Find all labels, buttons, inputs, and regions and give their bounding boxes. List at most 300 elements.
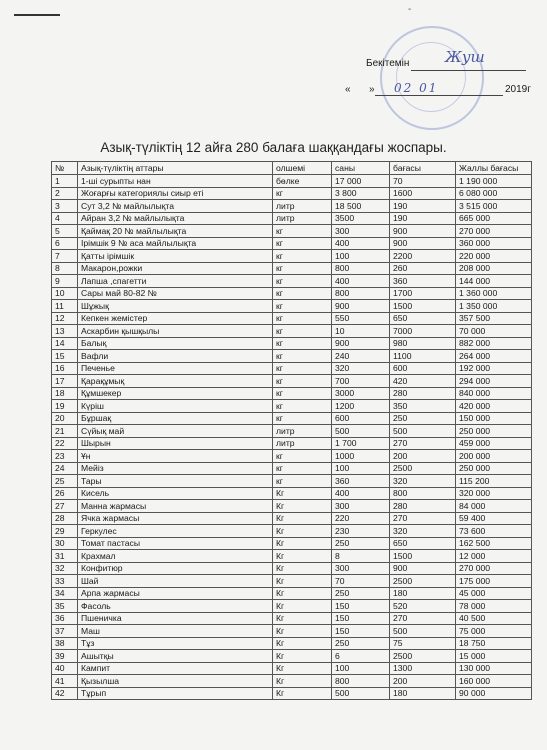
cell-total: 75 000 <box>456 625 532 638</box>
table-row <box>52 275 532 288</box>
cell-total: 162 500 <box>456 537 532 550</box>
cell-quantity: 1 700 <box>332 437 390 450</box>
cell-price: 200 <box>390 675 456 688</box>
header-total: Жаллы бағасы <box>456 162 532 175</box>
cell-product-name: Аскарбин қышқылы <box>78 325 273 338</box>
cell-price: 2500 <box>390 650 456 663</box>
cell-quantity: 150 <box>332 600 390 613</box>
cell-price: 600 <box>390 362 456 375</box>
cell-unit: Кг <box>273 587 332 600</box>
cell-total: 360 000 <box>456 237 532 250</box>
cell-quantity: 3500 <box>332 212 390 225</box>
table-row <box>52 625 532 638</box>
cell-unit: кг <box>273 475 332 488</box>
cell-total: 160 000 <box>456 675 532 688</box>
top-dash: - <box>408 4 412 15</box>
cell-product-name: Айран 3,2 № майлылықта <box>78 212 273 225</box>
cell-total: 1 350 000 <box>456 300 532 313</box>
table-row <box>52 462 532 475</box>
cell-unit: Кг <box>273 687 332 700</box>
table-row <box>52 612 532 625</box>
table-row <box>52 575 532 588</box>
cell-product-name: Лапша ,спагетти <box>78 275 273 288</box>
cell-product-name: Кепкен жемістер <box>78 312 273 325</box>
cell-product-name: Ашытқы <box>78 650 273 663</box>
cell-unit: кг <box>273 312 332 325</box>
cell-total: 15 000 <box>456 650 532 663</box>
cell-quantity: 400 <box>332 237 390 250</box>
cell-product-name: Бұршақ <box>78 412 273 425</box>
cell-price: 2500 <box>390 462 456 475</box>
cell-number: 9 <box>52 275 78 288</box>
cell-quantity: 300 <box>332 225 390 238</box>
cell-number: 38 <box>52 637 78 650</box>
cell-total: 320 000 <box>456 487 532 500</box>
cell-number: 21 <box>52 425 78 438</box>
cell-unit: кг <box>273 225 332 238</box>
cell-quantity: 150 <box>332 625 390 638</box>
cell-unit: Кг <box>273 550 332 563</box>
cell-quantity: 70 <box>332 575 390 588</box>
table-row <box>52 300 532 313</box>
cell-quantity: 900 <box>332 337 390 350</box>
table-row <box>52 487 532 500</box>
cell-number: 11 <box>52 300 78 313</box>
quote-close: » <box>369 84 375 95</box>
header-unit: олшемі <box>273 162 332 175</box>
cell-number: 3 <box>52 200 78 213</box>
cell-quantity: 500 <box>332 425 390 438</box>
cell-product-name: Ірімшік 9 № аса майлылықта <box>78 237 273 250</box>
table-row <box>52 600 532 613</box>
cell-number: 16 <box>52 362 78 375</box>
cell-quantity: 10 <box>332 325 390 338</box>
table-row <box>52 400 532 413</box>
cell-number: 2 <box>52 187 78 200</box>
cell-unit: кг <box>273 187 332 200</box>
cell-number: 39 <box>52 650 78 663</box>
cell-product-name: Конфитюр <box>78 562 273 575</box>
table-row <box>52 250 532 263</box>
cell-product-name: Тұрып <box>78 687 273 700</box>
cell-total: 220 000 <box>456 250 532 263</box>
cell-price: 7000 <box>390 325 456 338</box>
cell-unit: кг <box>273 325 332 338</box>
cell-price: 250 <box>390 412 456 425</box>
cell-total: 1 360 000 <box>456 287 532 300</box>
cell-quantity: 1000 <box>332 450 390 463</box>
cell-unit: Кг <box>273 562 332 575</box>
year-suffix: 2019г <box>505 84 531 95</box>
cell-product-name: Манна жармасы <box>78 500 273 513</box>
cell-total: 78 000 <box>456 600 532 613</box>
cell-quantity: 700 <box>332 375 390 388</box>
cell-number: 23 <box>52 450 78 463</box>
cell-price: 900 <box>390 225 456 238</box>
cell-total: 882 000 <box>456 337 532 350</box>
official-stamp <box>380 26 484 130</box>
cell-product-name: Сут 3,2 № майлылықта <box>78 200 273 213</box>
cell-number: 10 <box>52 287 78 300</box>
cell-price: 1100 <box>390 350 456 363</box>
table-row <box>52 325 532 338</box>
cell-price: 900 <box>390 562 456 575</box>
cell-product-name: 1-шi сурыпты нан <box>78 175 273 188</box>
cell-number: 25 <box>52 475 78 488</box>
cell-product-name: Томат пастасы <box>78 537 273 550</box>
cell-unit: Кг <box>273 525 332 538</box>
cell-unit: кг <box>273 287 332 300</box>
cell-price: 200 <box>390 450 456 463</box>
cell-number: 28 <box>52 512 78 525</box>
cell-total: 665 000 <box>456 212 532 225</box>
cell-number: 17 <box>52 375 78 388</box>
cell-price: 500 <box>390 425 456 438</box>
cell-total: 130 000 <box>456 662 532 675</box>
cell-unit: Кг <box>273 512 332 525</box>
cell-price: 260 <box>390 262 456 275</box>
cell-number: 13 <box>52 325 78 338</box>
table-row <box>52 200 532 213</box>
cell-number: 7 <box>52 250 78 263</box>
cell-quantity: 550 <box>332 312 390 325</box>
cell-total: 84 000 <box>456 500 532 513</box>
cell-total: 192 000 <box>456 362 532 375</box>
cell-unit: литр <box>273 437 332 450</box>
table-row <box>52 637 532 650</box>
cell-number: 33 <box>52 575 78 588</box>
cell-unit: литр <box>273 212 332 225</box>
cell-price: 2200 <box>390 250 456 263</box>
cell-quantity: 600 <box>332 412 390 425</box>
cell-product-name: Ұн <box>78 450 273 463</box>
cell-total: 115 200 <box>456 475 532 488</box>
cell-number: 40 <box>52 662 78 675</box>
cell-quantity: 8 <box>332 550 390 563</box>
cell-unit: Кг <box>273 662 332 675</box>
cell-product-name: Пшеничка <box>78 612 273 625</box>
cell-total: 3 515 000 <box>456 200 532 213</box>
cell-unit: Кг <box>273 675 332 688</box>
cell-quantity: 900 <box>332 300 390 313</box>
cell-quantity: 800 <box>332 675 390 688</box>
cell-unit: Кг <box>273 650 332 663</box>
cell-product-name: Мейіз <box>78 462 273 475</box>
cell-unit: кг <box>273 262 332 275</box>
cell-unit: кг <box>273 387 332 400</box>
cell-price: 520 <box>390 600 456 613</box>
table-row <box>52 212 532 225</box>
cell-unit: кг <box>273 375 332 388</box>
cell-unit: кг <box>273 275 332 288</box>
table-row <box>52 537 532 550</box>
cell-quantity: 800 <box>332 287 390 300</box>
cell-product-name: Вафли <box>78 350 273 363</box>
cell-product-name: Маш <box>78 625 273 638</box>
table-row <box>52 425 532 438</box>
table-row <box>52 450 532 463</box>
cell-unit: кг <box>273 350 332 363</box>
cell-number: 6 <box>52 237 78 250</box>
cell-quantity: 150 <box>332 612 390 625</box>
cell-product-name: Тұз <box>78 637 273 650</box>
cell-total: 200 000 <box>456 450 532 463</box>
cell-price: 70 <box>390 175 456 188</box>
cell-product-name: Құмшекер <box>78 387 273 400</box>
cell-product-name: Сары май 80-82 № <box>78 287 273 300</box>
approve-label: Бекітемін <box>366 58 410 69</box>
cell-unit: Кг <box>273 625 332 638</box>
cell-price: 1600 <box>390 187 456 200</box>
header-price: бағасы <box>390 162 456 175</box>
cell-unit: Кг <box>273 600 332 613</box>
cell-total: 150 000 <box>456 412 532 425</box>
cell-total: 208 000 <box>456 262 532 275</box>
table-row <box>52 237 532 250</box>
cell-quantity: 230 <box>332 525 390 538</box>
cell-price: 900 <box>390 237 456 250</box>
cell-number: 1 <box>52 175 78 188</box>
table-row <box>52 187 532 200</box>
cell-unit: кг <box>273 337 332 350</box>
cell-quantity: 300 <box>332 500 390 513</box>
cell-total: 270 000 <box>456 562 532 575</box>
table-row <box>52 500 532 513</box>
table-row <box>52 412 532 425</box>
header-product-name: Азық-түліктің аттары <box>78 162 273 175</box>
cell-product-name: Қатты ірімшік <box>78 250 273 263</box>
cell-number: 12 <box>52 312 78 325</box>
cell-total: 270 000 <box>456 225 532 238</box>
cell-number: 32 <box>52 562 78 575</box>
cell-unit: кг <box>273 400 332 413</box>
handwritten-date: 02 01 <box>394 81 439 95</box>
cell-price: 1500 <box>390 550 456 563</box>
cell-quantity: 300 <box>332 562 390 575</box>
table-row <box>52 550 532 563</box>
cell-price: 270 <box>390 437 456 450</box>
header-quantity: саны <box>332 162 390 175</box>
cell-number: 19 <box>52 400 78 413</box>
cell-total: 1 190 000 <box>456 175 532 188</box>
cell-total: 59 400 <box>456 512 532 525</box>
corner-line <box>14 14 60 16</box>
cell-total: 73 600 <box>456 525 532 538</box>
cell-total: 840 000 <box>456 387 532 400</box>
cell-product-name: Қаймақ 20 № майлылықта <box>78 225 273 238</box>
cell-total: 18 750 <box>456 637 532 650</box>
cell-number: 30 <box>52 537 78 550</box>
cell-quantity: 250 <box>332 587 390 600</box>
cell-total: 420 000 <box>456 400 532 413</box>
cell-total: 357 500 <box>456 312 532 325</box>
cell-price: 190 <box>390 212 456 225</box>
cell-product-name: Макарон,рожки <box>78 262 273 275</box>
cell-quantity: 400 <box>332 275 390 288</box>
cell-price: 75 <box>390 637 456 650</box>
cell-product-name: Фасоль <box>78 600 273 613</box>
cell-quantity: 400 <box>332 487 390 500</box>
cell-price: 190 <box>390 200 456 213</box>
cell-price: 270 <box>390 512 456 525</box>
cell-total: 40 500 <box>456 612 532 625</box>
cell-quantity: 3 800 <box>332 187 390 200</box>
table-row <box>52 562 532 575</box>
cell-product-name: Балық <box>78 337 273 350</box>
cell-unit: кг <box>273 462 332 475</box>
cell-total: 144 000 <box>456 275 532 288</box>
cell-total: 6 080 000 <box>456 187 532 200</box>
cell-unit: кг <box>273 237 332 250</box>
table-row <box>52 437 532 450</box>
cell-total: 12 000 <box>456 550 532 563</box>
cell-total: 294 000 <box>456 375 532 388</box>
header-number: № <box>52 162 78 175</box>
cell-number: 27 <box>52 500 78 513</box>
cell-number: 20 <box>52 412 78 425</box>
cell-total: 45 000 <box>456 587 532 600</box>
cell-total: 459 000 <box>456 437 532 450</box>
cell-quantity: 100 <box>332 250 390 263</box>
table-row <box>52 262 532 275</box>
cell-quantity: 3000 <box>332 387 390 400</box>
cell-product-name: Шай <box>78 575 273 588</box>
cell-unit: Кг <box>273 487 332 500</box>
cell-product-name: Печенье <box>78 362 273 375</box>
table-row <box>52 225 532 238</box>
cell-product-name: Қызылша <box>78 675 273 688</box>
signature: Жуш <box>445 48 485 66</box>
table-row <box>52 475 532 488</box>
table-row <box>52 650 532 663</box>
cell-product-name: Күріш <box>78 400 273 413</box>
cell-price: 650 <box>390 312 456 325</box>
signature-line <box>411 70 526 71</box>
date-line <box>375 95 503 96</box>
cell-total: 264 000 <box>456 350 532 363</box>
cell-quantity: 800 <box>332 262 390 275</box>
cell-number: 24 <box>52 462 78 475</box>
table-row <box>52 512 532 525</box>
cell-quantity: 6 <box>332 650 390 663</box>
table-header-row <box>52 162 532 175</box>
cell-number: 26 <box>52 487 78 500</box>
cell-unit: литр <box>273 200 332 213</box>
cell-price: 980 <box>390 337 456 350</box>
cell-price: 800 <box>390 487 456 500</box>
cell-product-name: Крахмал <box>78 550 273 563</box>
cell-number: 15 <box>52 350 78 363</box>
cell-product-name: Тары <box>78 475 273 488</box>
cell-number: 4 <box>52 212 78 225</box>
cell-price: 360 <box>390 275 456 288</box>
cell-quantity: 17 000 <box>332 175 390 188</box>
cell-number: 8 <box>52 262 78 275</box>
cell-product-name: Арпа жармасы <box>78 587 273 600</box>
cell-price: 500 <box>390 625 456 638</box>
cell-quantity: 1200 <box>332 400 390 413</box>
cell-quantity: 360 <box>332 475 390 488</box>
table-body <box>52 175 532 700</box>
table-row <box>52 662 532 675</box>
cell-unit: кг <box>273 450 332 463</box>
quote-open: « <box>345 84 351 95</box>
cell-price: 650 <box>390 537 456 550</box>
cell-price: 1500 <box>390 300 456 313</box>
cell-number: 36 <box>52 612 78 625</box>
table-row <box>52 675 532 688</box>
table-row <box>52 312 532 325</box>
cell-price: 1700 <box>390 287 456 300</box>
cell-number: 5 <box>52 225 78 238</box>
table-row <box>52 687 532 700</box>
cell-number: 18 <box>52 387 78 400</box>
cell-unit: Кг <box>273 612 332 625</box>
table-row <box>52 387 532 400</box>
cell-price: 280 <box>390 500 456 513</box>
cell-unit: кг <box>273 362 332 375</box>
cell-unit: Кг <box>273 575 332 588</box>
cell-number: 34 <box>52 587 78 600</box>
cell-product-name: Шұжық <box>78 300 273 313</box>
table-row <box>52 175 532 188</box>
cell-total: 250 000 <box>456 425 532 438</box>
cell-product-name: Қарақұмық <box>78 375 273 388</box>
cell-number: 41 <box>52 675 78 688</box>
cell-number: 37 <box>52 625 78 638</box>
cell-quantity: 18 500 <box>332 200 390 213</box>
cell-quantity: 100 <box>332 462 390 475</box>
cell-quantity: 220 <box>332 512 390 525</box>
cell-product-name: Шырын <box>78 437 273 450</box>
cell-price: 180 <box>390 687 456 700</box>
cell-number: 14 <box>52 337 78 350</box>
cell-total: 250 000 <box>456 462 532 475</box>
cell-number: 31 <box>52 550 78 563</box>
cell-unit: бөлке <box>273 175 332 188</box>
cell-quantity: 100 <box>332 662 390 675</box>
cell-total: 175 000 <box>456 575 532 588</box>
cell-unit: Кг <box>273 637 332 650</box>
cell-unit: кг <box>273 250 332 263</box>
table-row <box>52 287 532 300</box>
cell-product-name: Сүйық май <box>78 425 273 438</box>
cell-unit: Кг <box>273 500 332 513</box>
table-row <box>52 587 532 600</box>
cell-product-name: Геркулес <box>78 525 273 538</box>
table-row <box>52 375 532 388</box>
cell-unit: кг <box>273 412 332 425</box>
cell-product-name: Кампит <box>78 662 273 675</box>
document-title: Азық-түліктің 12 айға 280 балаға шаққандағы жоспары. <box>100 140 447 155</box>
cell-number: 22 <box>52 437 78 450</box>
cell-number: 35 <box>52 600 78 613</box>
cell-unit: кг <box>273 300 332 313</box>
cell-price: 350 <box>390 400 456 413</box>
table-row <box>52 337 532 350</box>
table-row <box>52 350 532 363</box>
cell-number: 42 <box>52 687 78 700</box>
cell-price: 1300 <box>390 662 456 675</box>
table-row <box>52 362 532 375</box>
cell-price: 420 <box>390 375 456 388</box>
cell-price: 320 <box>390 475 456 488</box>
cell-price: 2500 <box>390 575 456 588</box>
cell-quantity: 240 <box>332 350 390 363</box>
cell-quantity: 320 <box>332 362 390 375</box>
cell-product-name: Ячка жармасы <box>78 512 273 525</box>
cell-price: 280 <box>390 387 456 400</box>
